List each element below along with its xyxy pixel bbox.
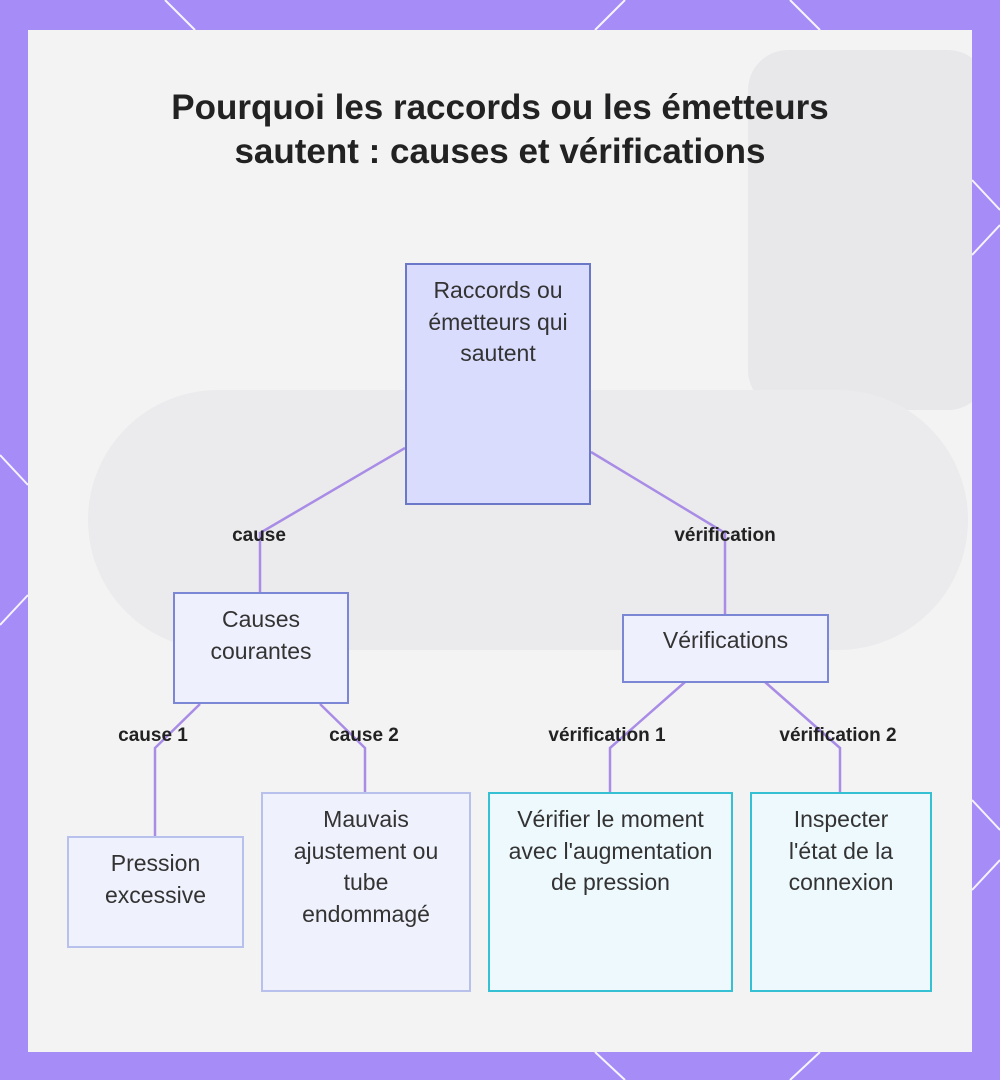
node-cause1: Pression excessive [67,836,244,948]
node-causes: Causes courantes [173,592,349,704]
edge-label-cause: cause [232,525,286,546]
edge-label-verification: vérification [674,525,776,546]
node-verif1: Vérifier le moment avec l'augmentation de pression [488,792,733,992]
node-cause2: Mauvais ajustement ou tube endommagé [261,792,471,992]
edge-label-cause1: cause 1 [118,725,188,746]
edge-causes-cause1 [155,704,200,836]
node-verifications: Vérifications [622,614,829,683]
diagram-title: Pourquoi les raccords ou les émetteurs sautent : causes et vérifications [171,88,829,171]
edge-label-cause2: cause 2 [329,725,399,746]
edge-causes-cause2 [320,704,365,792]
node-verif2: Inspecter l'état de la connexion [750,792,932,992]
edge-label-verif1: vérification 1 [548,725,666,746]
node-root: Raccords ou émetteurs qui sautent [405,263,591,505]
edge-label-verif2: vérification 2 [779,725,897,746]
edge-root-causes [260,448,405,592]
